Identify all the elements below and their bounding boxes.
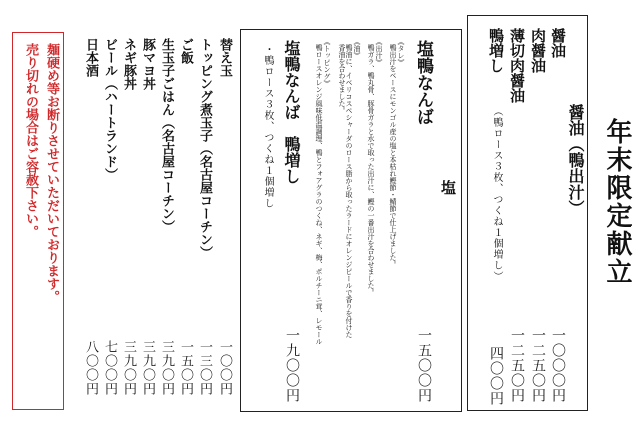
side-item-name: ご飯 [178,38,193,64]
shio-note-text: 鴨油に、イベリコスペシャーダのロース脂から取ったラードにオレンジピールで香りを付けた香油を合わせました。 [338,44,353,338]
shoyu-item-name: 鴨増し [487,28,505,73]
shio-note-text: 鴨出汁をベースにモンゴル産の塩と本枯れ鰹節・鯖節で仕上げました。 [389,44,397,268]
shio-item-name: 塩鴨なんば 鴨増し [282,40,301,184]
notice-box [12,32,64,410]
side-item-name: 豚マヨ丼 [140,38,155,90]
shio-header: 塩 [439,180,457,195]
shio-item-note: ・鴨ロース３枚、つくね１個増し [262,44,273,209]
shio-note-heading: 《トッピング》 [323,38,331,87]
shio-note-text: 鴨ロースオレンジ風味低温調理、鴨とフォアグラのつくね、ネギ、梅、ポルチーニ茸、レモール [315,44,323,345]
menu-title: 年末限定献立 [602,118,632,286]
side-item-price: 一〇〇円 [217,340,232,396]
shoyu-item-name: 醤油 [549,28,567,58]
shio-note-text: 鴨ガラ、鴨丸骨、豚骨ガラと水で取った出汁に、鰹の一番出汁を合わせました。 [367,44,375,296]
side-menu [70,38,235,418]
side-item-name: ネギ豚丼 [121,38,136,90]
shoyu-section [467,15,588,411]
side-item-price: 一五〇円 [178,340,193,396]
side-item-name: 生玉子ごはん（名古屋コーチン） [159,38,174,233]
shoyu-item-price: 一〇〇〇円 [550,328,566,403]
side-item-price: 七〇〇円 [102,340,117,396]
shoyu-item-price: 一二五〇円 [530,328,546,403]
side-item-price: 一三〇円 [197,340,212,396]
side-item-name: トッピング煮玉子（名古屋コーチン） [197,38,212,259]
side-item-name: 替え玉 [217,38,232,77]
side-item-price: 三九〇円 [159,340,174,396]
shio-item-price: 一五〇〇円 [416,328,432,403]
side-item-price: 八〇〇円 [83,340,98,396]
shoyu-item-price: 四〇〇円 [488,346,504,406]
shoyu-item-note: （鴨ロース３枚、つくね１個増し） [491,106,502,282]
shoyu-item-price: 一二五〇円 [509,328,525,403]
side-item-name: ビール（ハートランド） [102,38,117,181]
side-item-name: 日本酒 [83,38,98,77]
side-item-price: 三九〇円 [121,340,136,396]
shoyu-item-name: 肉醤油 [529,28,547,73]
notice-text: 麺硬め等お断りさせていただいております。 [44,43,59,303]
shoyu-item-name: 薄切肉醤油 [508,28,526,103]
shio-note-heading: 《出汁》 [375,38,383,66]
notice-text: 売り切れの場合はご容赦下さい。 [23,43,38,238]
shio-item-price: 一九〇〇円 [284,328,300,403]
shio-item-name: 塩鴨なんば [413,40,433,125]
side-item-price: 三九〇円 [140,340,155,396]
shio-note-heading: 《油》 [353,38,361,59]
shoyu-header: 醤油（鴨出汁） [566,104,585,216]
shio-note-heading: 《タレ》 [397,38,405,66]
shio-section [240,29,462,412]
